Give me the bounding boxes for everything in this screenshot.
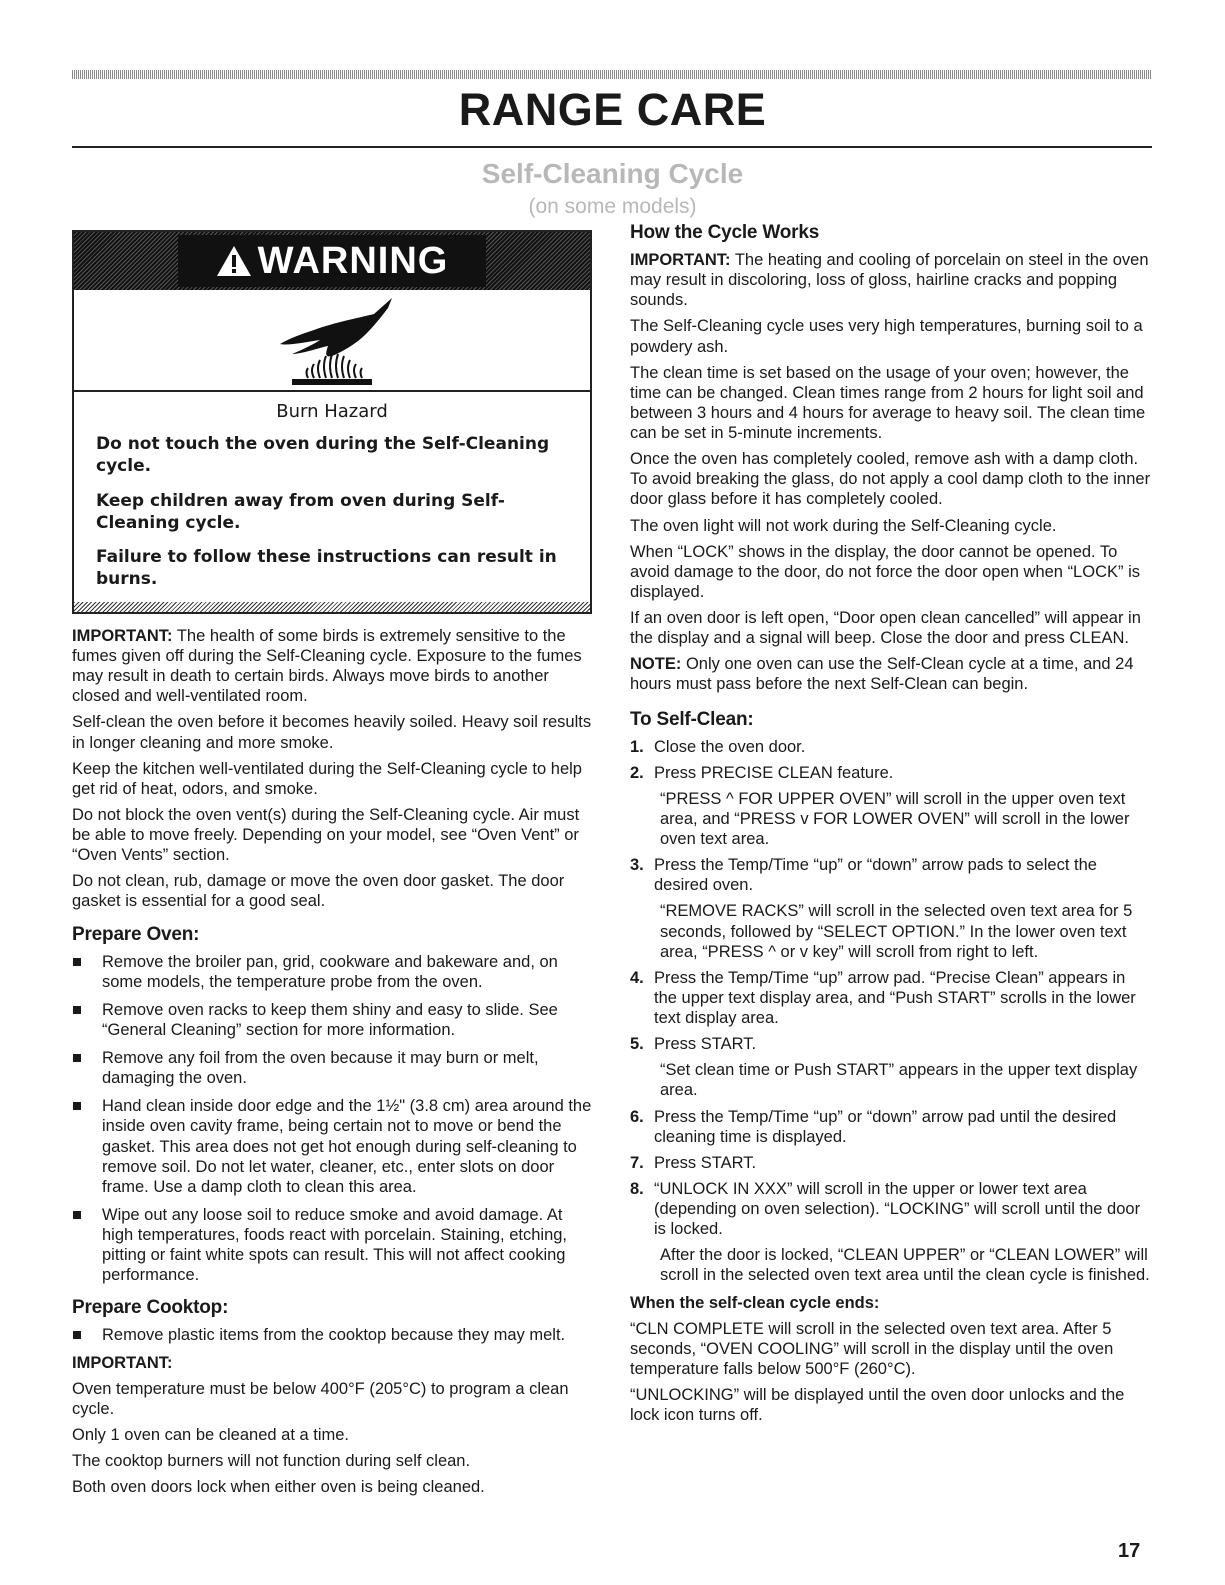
paragraph: Once the oven has completely cooled, remove ash with a damp cloth. To avoid breaking the glass, do not apply a cool damp cloth to the inner door glass before it has completely cooled.: [630, 450, 1151, 509]
self-clean-steps: [630, 737, 1152, 1286]
paragraph: The oven light will not work during the Self-Cleaning cycle.: [630, 516, 1057, 535]
step-item: 8. “UNLOCK IN XXX” will scroll in the upper or lower text area (depending on oven selection). “LOCKING” will scroll until the door is locked. After the door is locked, “CLEAN UPPER” or “CLEAN LOWER” will scroll in the selected oven text area until the clean cycle is finished.: [630, 1179, 1150, 1285]
paragraph: Only 1 oven can be cleaned at a time.: [72, 1425, 350, 1444]
paragraph: When “LOCK” shows in the display, the door cannot be opened. To avoid damage to the door, do not force the door open when “LOCK” is displayed.: [630, 542, 1140, 601]
how-cycle-works-heading: How the Cycle Works: [630, 222, 820, 243]
paragraph: The Self-Cleaning cycle uses very high temperatures, burning soil to a powdery ash.: [630, 317, 1143, 356]
section-title: Self-Cleaning Cycle: [481, 158, 744, 189]
paragraph: The cooktop burners will not function during self clean.: [72, 1451, 471, 1470]
warning-box: [72, 230, 592, 614]
step-item: 6. Press the Temp/Time “up” or “down” arrow pad until the desired cleaning time is displayed.: [630, 1107, 1117, 1146]
step-item: 1. Close the oven door.: [630, 737, 806, 756]
right-column: [630, 222, 1152, 1431]
prepare-oven-heading: Prepare Oven:: [72, 923, 200, 945]
step-item: 4. Press the Temp/Time “up” arrow pad. “Precise Clean” appears in the upper text display area, and “Push START” scrolls in the lower text display area.: [630, 968, 1136, 1027]
burn-hazard-label: Burn Hazard: [276, 401, 388, 422]
note: NOTE: Only one oven can use the Self-Clean cycle at a time, and 24 hours must pass before the next Self-Clean can begin.: [630, 655, 1134, 694]
warning-header: [74, 232, 590, 290]
cycle-ends-heading: When the self-clean cycle ends:: [630, 1293, 880, 1312]
paragraph: Self-clean the oven before it becomes heavily soiled. Heavy soil results in longer cleaning and more smoke.: [72, 713, 592, 752]
paragraph: “CLN COMPLETE will scroll in the selected oven text area. After 5 seconds, “OVEN COOLING” will scroll in the display until the oven temperature falls below 500°F (260°C).: [630, 1319, 1114, 1378]
paragraph: “UNLOCKING” will be displayed until the oven door unlocks and the lock icon turns off.: [630, 1385, 1125, 1424]
paragraph: Keep the kitchen well-ventilated during the Self-Cleaning cycle to help get rid of heat, odors, and smoke.: [72, 759, 582, 798]
step-item: 5. Press START. “Set clean time or Push START” appears in the upper text display area.: [630, 1035, 1138, 1100]
step-item: 7. Press START.: [630, 1153, 757, 1172]
paragraph: Both oven doors lock when either oven is being cleaned.: [72, 1478, 485, 1497]
burn-hazard-hand-icon: [262, 292, 402, 388]
list-item: Remove any foil from the oven because it may burn or melt, damaging the oven.: [72, 1048, 592, 1088]
warning-line: Do not touch the oven during the Self-Cleaning cycle.: [96, 434, 550, 477]
prepare-oven-list: [72, 952, 592, 1286]
paragraph: Oven temperature must be below 400°F (205°C) to program a clean cycle.: [72, 1379, 569, 1418]
important-heading: IMPORTANT:: [72, 1353, 173, 1372]
important-birds: IMPORTANT: The health of some birds is extremely sensitive to the fumes given off during the Self-Cleaning cycle. Exposure to the fumes may result in death to certain birds. Always move birds to another closed and well-ventilated room.: [72, 626, 582, 706]
paragraph: Do not clean, rub, damage or move the oven door gasket. The door gasket is essential for a good seal.: [72, 872, 565, 911]
warning-line: Failure to follow these instructions can result in burns.: [96, 546, 557, 589]
paragraph: The clean time is set based on the usage of your oven; however, the time can be changed. Clean times range from 2 hours for light soil and between 3 hours and 4 hours for average to heavy soil. The clean time can be set in 5-minute increments.: [630, 363, 1146, 442]
left-column: [72, 230, 592, 1503]
list-item: Remove the broiler pan, grid, cookware and bakeware and, on some models, the temperature probe from the oven.: [72, 952, 592, 992]
page-title: RANGE CARE: [458, 84, 767, 135]
prepare-cooktop-heading: Prepare Cooktop:: [72, 1297, 229, 1319]
top-hatched-rule: [72, 70, 1152, 79]
to-self-clean-heading: To Self-Clean:: [630, 708, 754, 730]
paragraph: If an oven door is left open, “Door open clean cancelled” will appear in the display and a signal will beep. Close the door and press CLEAN.: [630, 609, 1141, 648]
paragraph: Do not block the oven vent(s) during the Self-Cleaning cycle. Air must be able to move freely. Depending on your model, see “Oven Vent” or “Oven Vents” section.: [72, 805, 580, 865]
prepare-cooktop-list: [72, 1325, 592, 1345]
list-item: Wipe out any loose soil to reduce smoke and avoid damage. At high temperatures, foods react with porcelain. Staining, etching, pitting or faint white spots can result. This will not affect cooking performance.: [72, 1205, 592, 1286]
important-porcelain: IMPORTANT: The heating and cooling of porcelain on steel in the oven may result in discoloring, loss of gloss, hairline cracks and popping sounds.: [630, 251, 1149, 310]
warning-line: Keep children away from oven during Self-Cleaning cycle.: [96, 490, 505, 533]
section-subtitle: (on some models): [528, 195, 697, 218]
step-item: 2. Press PRECISE CLEAN feature. “PRESS ^ FOR UPPER OVEN” will scroll in the upper oven text area, and “PRESS v FOR LOWER OVEN” will scroll in the lower oven text area.: [630, 763, 1130, 848]
warning-triangle-icon: [216, 245, 252, 277]
page-number: 17: [1118, 1540, 1141, 1562]
list-item: Remove plastic items from the cooktop because they may melt.: [72, 1325, 592, 1345]
list-item: Hand clean inside door edge and the 1½" (3.8 cm) area around the inside oven cavity frame, being certain not to move or bend the gasket. This area does not get hot enough during self-cleaning to remove soil. Do not let water, cleaner, etc., enter slots on door frame. Use a damp cloth to clean this area.: [72, 1096, 592, 1197]
warning-label: WARNING: [257, 240, 449, 282]
list-item: Remove oven racks to keep them shiny and easy to slide. See “General Cleaning” section for more information.: [72, 1000, 592, 1040]
step-item: 3. Press the Temp/Time “up” or “down” arrow pads to select the desired oven. “REMOVE RACKS” will scroll in the selected oven text area for 5 seconds, followed by “SELECT OPTION.” In the lower oven text area, “PRESS ^ or v key” will scroll from right to left.: [630, 856, 1133, 961]
title-divider: [72, 146, 1152, 148]
